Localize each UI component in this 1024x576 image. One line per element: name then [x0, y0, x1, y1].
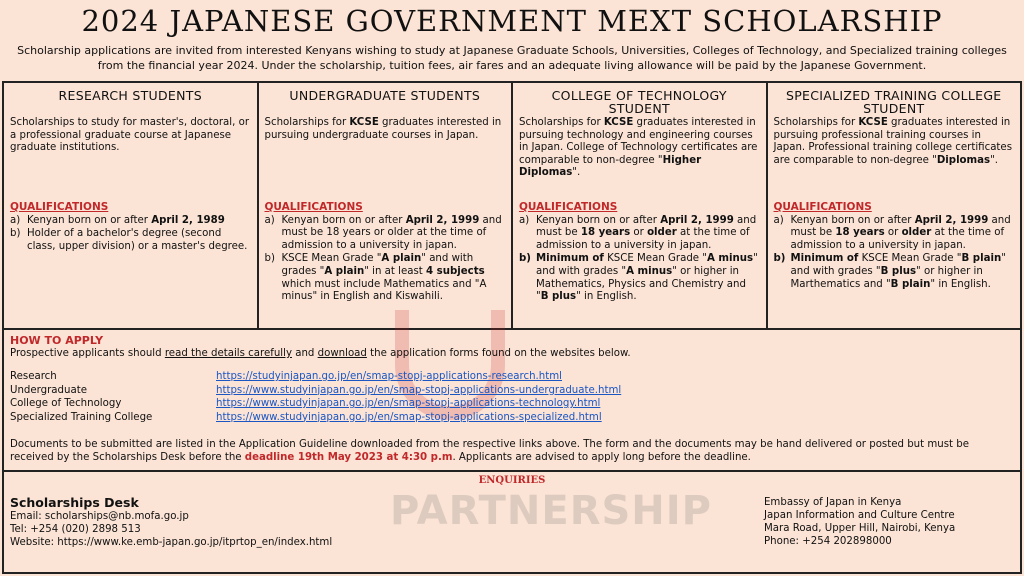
qualifications-heading: QUALIFICATIONS — [773, 201, 872, 213]
list-item: a) Kenyan born on or after April 2, 1999 and must be 18 years or older at the time of admission to a university in japan. — [519, 214, 757, 251]
qualifications-list — [10, 215, 251, 254]
research-students-column — [4, 83, 259, 328]
enquiries-heading: ENQUIRIES — [478, 475, 546, 486]
page-title: 2024 JAPANESE GOVERNMENT MEXT SCHOLARSHIP — [81, 4, 943, 38]
scholarship-categories — [2, 81, 1022, 330]
desk-website[interactable]: Website: https://www.ke.emb-japan.go.jp/itprtop_en/index.html — [10, 537, 333, 548]
embassy-line: Phone: +254 202898000 — [764, 536, 892, 547]
embassy-address — [764, 496, 955, 548]
desk-title: Scholarships Desk — [10, 495, 139, 510]
qualifications-heading: QUALIFICATIONS — [519, 201, 618, 213]
enquiries-section — [2, 472, 1022, 574]
list-item: a) Kenyan born on or after April 2, 1999 and must be 18 years or older at the time of admission to a university in japan. — [773, 214, 1011, 251]
research-link[interactable]: https://studyinjapan.go.jp/en/smap-stopj-applications-research.html — [216, 371, 563, 382]
qualifications-list — [519, 215, 760, 304]
column-heading: UNDERGRADUATE STUDENTS — [289, 88, 481, 103]
desk-email[interactable]: Email: scholarships@nb.mofa.go.jp — [10, 511, 189, 522]
list-item: a) Kenyan born on or after April 2, 1999 and must be 18 years or older at the time of admission to a university in japan. — [264, 214, 502, 251]
link-label: Specialized Training College — [10, 411, 153, 423]
watermark-text: PARTNERSHIP — [390, 488, 712, 534]
qualifications-list — [774, 215, 1015, 292]
list-item: b) Holder of a bachelor's degree (second class, upper division) or a master's degree. — [10, 228, 248, 252]
undergraduate-students-column — [259, 83, 514, 328]
link-label: Research — [10, 371, 57, 382]
list-item: b) KSCE Mean Grade "A plain" and with grades "A plain" in at least 4 subjects which must include Mathematics and "A minus" in English and Kiswahili. — [264, 253, 487, 303]
how-to-apply-section — [2, 330, 1022, 472]
column-description: Scholarships to study for master's, doctoral, or a professional graduate course at Japanese graduate institutions. — [10, 117, 250, 154]
documents-notice: Documents to be submitted are listed in the Application Guideline downloaded from the respective links above. The form and the documents may be hand delivered or posted but must be received by the Scholarships Desk before the deadline 19th May 2023 at 4:30 p.m. Applicants are advised to apply long before the deadline. — [10, 439, 970, 463]
link-row-research — [10, 370, 1014, 384]
column-heading: RESEARCH STUDENTS — [58, 88, 202, 103]
technology-link[interactable]: https://www.studyinjapan.go.jp/en/smap-stopj-applications-technology.html — [216, 398, 601, 409]
desk-phone: Tel: +254 (020) 2898 513 — [10, 524, 141, 535]
list-item: b) Minimum of KSCE Mean Grade "A minus" and with grades "A minus" or higher in Mathematics, Physics and Chemistry and "B plus" in English. — [519, 253, 758, 303]
column-heading: COLLEGE OF TECHNOLOGY STUDENT — [551, 88, 727, 116]
link-row-technology — [10, 397, 1014, 411]
deadline-text: deadline 19th May 2023 at 4:30 p.m — [244, 452, 453, 463]
list-item: b) Minimum of KSCE Mean Grade "B plain" and with grades "B plus" or higher in Marthematics and "B plain" in English. — [773, 253, 1006, 290]
column-description: Scholarships for KCSE graduates interested in pursuing undergraduate courses in Japan. — [264, 117, 502, 141]
link-row-specialized — [10, 411, 1014, 425]
link-label: College of Technology — [10, 398, 122, 409]
undergraduate-link[interactable]: https://www.studyinjapan.go.jp/en/smap-stopj-applications-undergraduate.html — [216, 384, 622, 396]
list-item: a) Kenyan born on or after April 2, 1989 — [10, 214, 225, 226]
scholarships-desk — [10, 496, 332, 549]
column-description: Scholarships for KCSE graduates interested in pursuing professional training courses in Japan. Professional training college certificates are comparable to non-degree "Diplomas". — [773, 117, 1013, 166]
qualifications-heading: QUALIFICATIONS — [264, 201, 363, 213]
how-to-apply-heading: HOW TO APPLY — [10, 334, 104, 347]
qualifications-heading: QUALIFICATIONS — [10, 201, 109, 213]
specialized-link[interactable]: https://www.studyinjapan.go.jp/en/smap-stopj-applications-specialized.html — [216, 411, 602, 423]
intro-text: Scholarship applications are invited from interested Kenyans wishing to study at Japanese Graduate Schools, Universities, Colleges of Technology, and Specialized training colleges from the financial year 2024. Under the scholarship, tuition fees, air fares and an adequate living allowance will be paid by the Japanese Government. — [17, 44, 1007, 72]
column-description: Scholarships for KCSE graduates interested in pursuing technology and engineering courses in Japan. College of Technology certificates are comparable to non-degree "Higher Diplomas". — [519, 117, 758, 179]
qualifications-list — [265, 215, 506, 304]
application-links — [10, 370, 1014, 424]
link-row-undergraduate — [10, 384, 1014, 398]
embassy-line: Mara Road, Upper Hill, Nairobi, Kenya — [764, 523, 956, 534]
column-heading: SPECIALIZED TRAINING COLLEGE STUDENT — [785, 88, 1002, 116]
link-label: Undergraduate — [10, 384, 87, 396]
embassy-line: Japan Information and Culture Centre — [764, 510, 955, 521]
apply-instructions: Prospective applicants should read the details carefully and download the application forms found on the websites below. — [10, 348, 631, 359]
specialized-training-column — [768, 83, 1021, 328]
college-of-technology-column — [513, 83, 768, 328]
embassy-line: Embassy of Japan in Kenya — [764, 497, 902, 508]
